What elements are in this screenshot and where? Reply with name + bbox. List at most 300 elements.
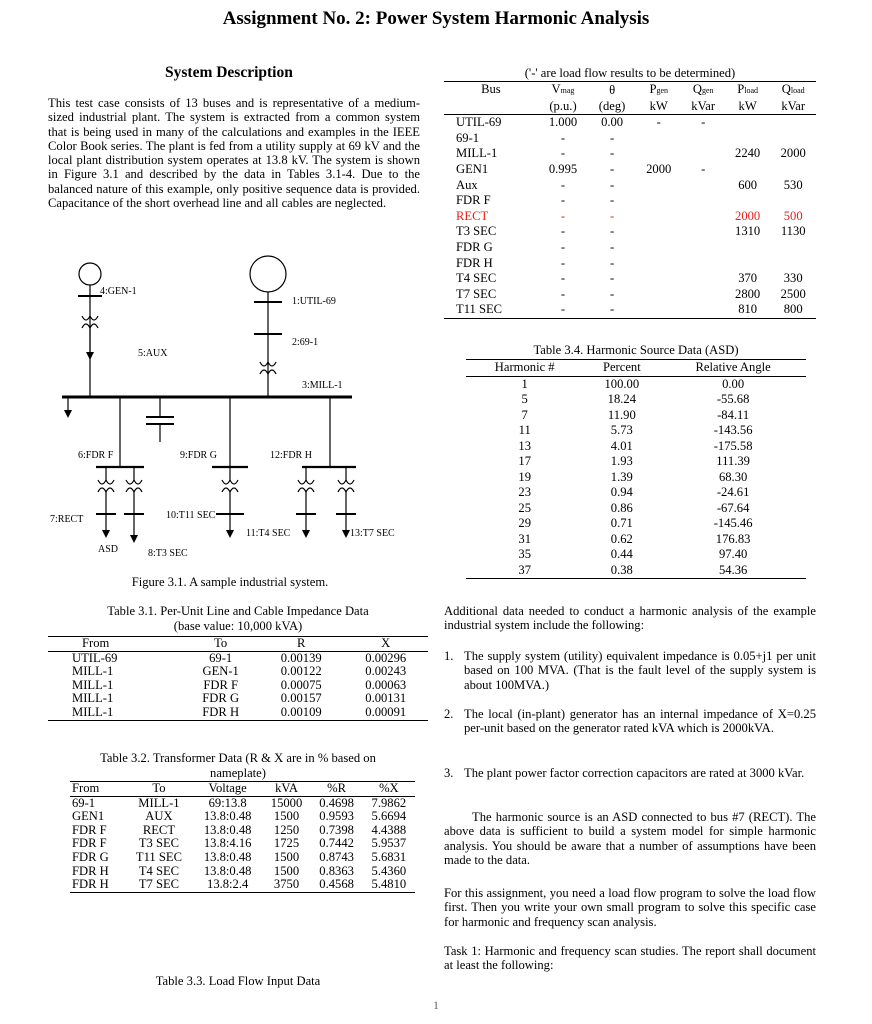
table-cell: FDR G (456, 239, 493, 254)
table-cell: FDR H (456, 255, 493, 270)
table-cell: 5.4360 (371, 863, 407, 878)
table-cell: - (656, 115, 661, 130)
table-cell: 97.40 (718, 547, 748, 561)
table32-header: %X (379, 781, 399, 795)
table-row (466, 470, 806, 486)
table-cell (682, 178, 725, 194)
table-row (466, 454, 806, 470)
table-cell: 5.4810 (371, 877, 407, 892)
table-cell: 69-1 (72, 795, 96, 810)
label-fdrf: 6:FDR F (78, 450, 114, 461)
table-cell: 1500 (273, 863, 300, 878)
table-cell: - (560, 177, 566, 192)
table-cell: 0.00109 (280, 704, 322, 719)
table-cell: 13.8:0.48 (203, 822, 252, 837)
table-cell: 69-1 (209, 650, 233, 665)
table-row (466, 439, 806, 455)
table-cell: 3750 (273, 877, 300, 892)
table-cell: 2000 (646, 161, 672, 176)
table-cell: RECT (142, 822, 176, 837)
table-cell: -84.11 (717, 407, 750, 422)
table-row (70, 810, 415, 824)
table-cell: 35 (518, 547, 531, 561)
one-line-diagram (40, 252, 440, 570)
table-cell: -67.64 (716, 500, 750, 515)
table-row (48, 651, 428, 665)
table-cell: FDR F (203, 677, 238, 692)
table31-header: To (214, 636, 228, 650)
table-cell: 25 (518, 500, 531, 515)
table-row (444, 115, 816, 131)
table-cell: 13.8:4.16 (203, 836, 252, 851)
table-cell: - (560, 130, 566, 145)
label-fdrh: 12:FDR H (270, 450, 312, 461)
table-cell: 500 (783, 208, 803, 223)
lf-header-qgen: Q (692, 82, 702, 96)
table-cell: T7 SEC (456, 286, 497, 301)
table-cell (682, 302, 725, 318)
table-cell: 2800 (735, 286, 761, 301)
table32-header: %R (327, 781, 347, 795)
table-cell: 18.24 (607, 392, 636, 406)
table-cell: 4.01 (610, 438, 633, 453)
table-cell: 0.7398 (319, 822, 354, 837)
table-row (70, 851, 415, 865)
table-cell: 330 (783, 271, 803, 286)
task-text: Task 1: Harmonic and frequency scan studies. The report shall document at least the following: (444, 944, 816, 973)
table-cell (770, 240, 816, 256)
lf-unit-vmag: (p.u.) (549, 98, 577, 113)
table-row (466, 392, 806, 408)
table-cell: FDR F (456, 193, 491, 208)
table-cell: 17 (518, 454, 531, 468)
table-cell: -175.58 (713, 438, 753, 453)
table-cell: 0.00131 (365, 691, 407, 706)
table-cell (636, 193, 682, 209)
table31-header: R (297, 636, 306, 650)
list-number: 1. (444, 649, 454, 663)
table-cell: - (609, 286, 615, 301)
table-cell: T3 SEC (138, 836, 180, 851)
table32-title: Table 3.2. Transformer Data (R & X are in % based on (100, 751, 376, 765)
table-cell: 13.8:2.4 (207, 877, 249, 892)
table-cell: 1250 (273, 822, 300, 837)
table-cell: 69-1 (456, 130, 480, 145)
table31-header: From (82, 636, 110, 650)
table-cell (770, 115, 816, 131)
table-cell: 13.8:0.48 (203, 849, 252, 864)
table-cell: - (609, 208, 615, 223)
table-cell: - (560, 193, 566, 208)
table34-title: Table 3.4. Harmonic Source Data (ASD) (533, 343, 739, 357)
table-cell: 1725 (273, 836, 300, 851)
additional-intro: Additional data needed to conduct a harmonic analysis of the example industrial system include the following: (444, 604, 816, 633)
table-cell: 1 (521, 376, 528, 391)
table-cell: 100.00 (604, 376, 640, 391)
table-cell (682, 146, 725, 162)
table-cell: 0.00296 (365, 650, 407, 665)
table34-header: Harmonic # (494, 360, 555, 374)
page-number: 1 (433, 998, 439, 1012)
table-cell: RECT (456, 208, 489, 223)
table-cell: MILL-1 (72, 677, 114, 692)
table-row (444, 271, 816, 287)
label-fdrg: 9:FDR G (180, 450, 217, 461)
table-cell: - (609, 302, 615, 317)
lf-unit-pload: kW (738, 98, 757, 113)
table-row (466, 563, 806, 579)
lf-unit-pgen: kW (649, 98, 668, 113)
list-item (444, 707, 816, 736)
table-row (444, 287, 816, 303)
lf-unit-qgen: kVar (691, 98, 716, 113)
loadflow-table (444, 81, 816, 319)
table-cell (636, 131, 682, 147)
lf-header-theta: θ (609, 82, 616, 97)
label-t7: 13:T7 SEC (350, 528, 395, 539)
label-t3: 8:T3 SEC (148, 548, 188, 559)
table-cell (682, 271, 725, 287)
table-cell: 2000 (780, 146, 806, 161)
table-cell: - (560, 224, 566, 239)
list-item (444, 766, 816, 780)
table-cell (770, 131, 816, 147)
table-cell: 23 (518, 485, 531, 499)
table-cell: 4.4388 (371, 822, 407, 837)
label-gen1: 4:GEN-1 (100, 286, 137, 297)
table-cell: 0.00243 (365, 664, 407, 679)
lf-header-pload-sub: load (744, 86, 759, 95)
table-cell: UTIL-69 (72, 650, 118, 665)
table-row (70, 796, 415, 810)
table-row (444, 224, 816, 240)
table-cell: 0.995 (548, 161, 578, 176)
table-cell (682, 193, 725, 209)
table-cell: - (701, 161, 706, 176)
table-cell (682, 256, 725, 272)
table-cell (636, 224, 682, 240)
table-row (70, 865, 415, 879)
table-cell: 530 (783, 177, 803, 192)
table-row (466, 532, 806, 548)
table-cell: 0.00063 (365, 677, 407, 692)
table-cell: 2240 (735, 146, 761, 161)
table-cell: - (560, 271, 566, 286)
table-cell: 7 (521, 407, 528, 422)
table-row (444, 146, 816, 162)
table-cell: 0.00075 (280, 677, 322, 692)
table-cell: -143.56 (713, 423, 753, 437)
table-row (444, 178, 816, 194)
table-cell: 13.8:0.48 (203, 809, 252, 824)
table32-header: Voltage (208, 781, 247, 795)
table-cell: 111.39 (716, 454, 750, 468)
table-cell: - (609, 130, 615, 145)
lf-header-vmag-sub: mag (560, 86, 575, 95)
list-number: 3. (444, 766, 454, 780)
table-row (48, 692, 428, 706)
table-cell: 1130 (780, 224, 806, 239)
table-cell: 0.44 (610, 547, 633, 561)
table-cell: FDR H (72, 877, 109, 892)
table-cell: MILL-1 (72, 691, 114, 706)
table31-subtitle: (base value: 10,000 kVA) (173, 619, 303, 633)
lf-header-qload-sub: load (790, 86, 805, 95)
system-description-text: This test case consists of 13 buses and is representative of a medium-sized industrial plant. The system is extracted from a common system that is being used in many of the calculations and examples in the IEEE Color Book series. The plant is fed from a utility supply at 69 kV and the local plant distribution system operates at 13.8 kV. The system is shown in Figure 3.1 and described by the data in Tables 3.1-4. Due to the balanced nature of this example, only positive sequence data is provided. Capacitance of the short overhead line and all cables are neglected. (48, 96, 420, 211)
table-cell: 31 (518, 531, 531, 546)
table-row (466, 376, 806, 392)
table-row (48, 679, 428, 693)
table-cell (682, 131, 725, 147)
table-cell: - (560, 239, 566, 254)
table-cell (682, 209, 725, 225)
table-row (70, 837, 415, 851)
table-row (466, 516, 806, 532)
label-bus2: 2:69-1 (292, 337, 319, 348)
page-title: Assignment No. 2: Power System Harmonic Analysis (222, 8, 650, 29)
table-cell: FDR G (72, 849, 109, 864)
table-cell: 0.7442 (319, 836, 354, 851)
table-cell: 11 (518, 423, 531, 437)
table-cell: 370 (738, 271, 758, 286)
table-cell: -55.68 (716, 392, 750, 406)
table-cell: 0.00 (722, 376, 745, 391)
table-cell: UTIL-69 (456, 115, 502, 130)
list-number: 2. (444, 707, 454, 721)
table-cell: FDR G (202, 691, 240, 706)
label-mill: 3:MILL-1 (302, 380, 343, 391)
lf-header-pload: P (737, 82, 745, 96)
table-cell: 1500 (273, 849, 300, 864)
table34-header: Percent (602, 360, 641, 374)
table-cell: 5.6831 (371, 849, 407, 864)
table-cell: 0.00 (601, 115, 624, 130)
label-t4: 11:T4 SEC (246, 528, 291, 539)
table-cell: - (609, 177, 615, 192)
table-cell (636, 302, 682, 318)
label-util: 1:UTIL-69 (292, 296, 336, 307)
figure-caption: Figure 3.1. A sample industrial system. (131, 575, 329, 589)
table-cell (725, 256, 771, 272)
table-row (444, 209, 816, 225)
table-cell: 0.00139 (280, 650, 322, 665)
table-row (48, 706, 428, 720)
list-text: The supply system (utility) equivalent impedance is 0.05+j1 per unit based on 100 MVA. (That is the fault level of the supply system is about 100MVA.) (464, 649, 816, 692)
table-row (444, 256, 816, 272)
table-cell: 69:13.8 (208, 795, 247, 810)
table-row (466, 485, 806, 501)
table-cell: 0.8363 (319, 863, 354, 878)
table-cell: T4 SEC (456, 271, 497, 286)
table-cell: - (560, 302, 566, 317)
table-cell: T7 SEC (138, 877, 180, 892)
table-cell: 0.9593 (319, 809, 354, 824)
table31 (48, 636, 428, 721)
table-cell: 176.83 (715, 531, 751, 546)
lf-header-qgen-sub: gen (701, 86, 714, 95)
table-cell: 1.000 (548, 115, 578, 130)
label-asd: ASD (98, 544, 119, 555)
table-cell: - (609, 193, 615, 208)
table-row (70, 878, 415, 892)
table33-title: Table 3.3. Load Flow Input Data (155, 974, 321, 988)
table-cell: 2000 (735, 208, 761, 223)
loadflow-note: ('-' are load flow results to be determined) (524, 66, 736, 80)
table-cell: 2500 (780, 286, 806, 301)
table-cell: 800 (783, 302, 803, 317)
table32 (70, 781, 415, 893)
table-cell: AUX (145, 809, 173, 824)
table-cell (636, 256, 682, 272)
table-cell: - (560, 208, 566, 223)
label-t11: 10:T11 SEC (166, 510, 216, 521)
table-cell: 810 (738, 302, 758, 317)
table-cell: 0.71 (610, 516, 633, 530)
table-cell: 0.94 (610, 485, 633, 499)
table-cell: 5.73 (610, 423, 633, 437)
table-cell: 1.93 (610, 454, 633, 468)
table-row (70, 824, 415, 838)
table-cell: MILL-1 (456, 146, 498, 161)
table-cell: 15000 (270, 795, 303, 810)
table32-header: From (72, 781, 100, 795)
additional-para2: For this assignment, you need a load flow program to solve the load flow first. Then you write your own small program to solve this specific case for harmonic and frequency scan analysis. (444, 886, 816, 929)
table-cell: - (560, 255, 566, 270)
table-row (444, 162, 816, 178)
table31-title: Table 3.1. Per-Unit Line and Cable Impedance Data (107, 604, 369, 618)
table-cell (725, 193, 771, 209)
table-cell (770, 193, 816, 209)
table-cell: 0.00091 (365, 704, 407, 719)
table-cell: 13 (518, 438, 531, 453)
table-cell: 54.36 (718, 562, 748, 577)
table-cell (636, 287, 682, 303)
table-cell: - (609, 161, 615, 176)
table-cell: MILL-1 (138, 795, 180, 810)
table-cell: 0.00122 (280, 664, 322, 679)
table32-header: To (152, 781, 166, 795)
table-cell: T11 SEC (135, 849, 182, 864)
table-cell: FDR F (72, 836, 107, 851)
list-text: The local (in-plant) generator has an internal impedance of X=0.25 per-unit based on the generator rated kVA which is 2000kVA. (464, 707, 816, 736)
table-row (48, 665, 428, 679)
table-cell (636, 178, 682, 194)
table-cell: MILL-1 (72, 704, 114, 719)
table-row (444, 302, 816, 318)
table-cell (725, 162, 771, 178)
table-cell: -24.61 (716, 485, 750, 499)
label-aux: 5:AUX (138, 348, 168, 359)
lf-header-pgen-sub: gen (656, 86, 669, 95)
table-cell: - (609, 239, 615, 254)
table-cell: 11.90 (607, 407, 636, 422)
table-row (444, 193, 816, 209)
table34 (466, 359, 806, 579)
table32-subtitle: nameplate) (210, 766, 266, 780)
table-cell: GEN-1 (202, 664, 239, 679)
table31-header: X (381, 636, 391, 650)
table-cell: 13.8:0.48 (203, 863, 252, 878)
table-cell: T3 SEC (456, 224, 497, 239)
table-cell (682, 287, 725, 303)
table-row (466, 408, 806, 424)
table-cell: FDR F (72, 822, 107, 837)
list-text: The plant power factor correction capacitors are rated at 3000 kVar. (464, 766, 805, 780)
table-cell: 0.86 (610, 500, 633, 515)
table-cell: T11 SEC (456, 302, 503, 317)
table-cell: 1310 (735, 224, 761, 239)
list-item (444, 649, 816, 692)
table-cell: - (609, 271, 615, 286)
table-cell: - (609, 224, 615, 239)
table-cell (725, 115, 771, 131)
table-cell (636, 209, 682, 225)
table-cell: GEN1 (456, 161, 489, 176)
table-cell: 0.38 (610, 562, 633, 577)
table-cell: 0.62 (610, 531, 633, 546)
table-cell: 1500 (273, 809, 300, 824)
table-cell: MILL-1 (72, 664, 114, 679)
table-cell: 29 (518, 516, 531, 530)
system-description-heading: System Description (165, 64, 293, 81)
table-cell: - (560, 286, 566, 301)
table-cell: - (609, 146, 615, 161)
table-cell: 5 (521, 392, 528, 406)
table-cell: FDR H (72, 863, 109, 878)
table-cell: 600 (738, 177, 758, 192)
table-cell (725, 131, 771, 147)
label-rect: 7:RECT (50, 514, 84, 525)
table-cell: 5.6694 (371, 809, 407, 824)
table-cell: 19 (518, 469, 531, 484)
table-cell: FDR H (202, 704, 240, 719)
table-cell (636, 240, 682, 256)
lf-unit-qload: kVar (781, 98, 806, 113)
table-row (444, 240, 816, 256)
table-cell: 0.00157 (280, 691, 322, 706)
table-cell (725, 240, 771, 256)
table-cell (770, 256, 816, 272)
table-row (466, 423, 806, 439)
table-cell: 7.9862 (371, 795, 407, 810)
table-cell: -145.46 (713, 516, 753, 530)
table-cell: Aux (456, 177, 478, 192)
table32-header: kVA (275, 781, 298, 795)
table-cell (636, 146, 682, 162)
table-cell: 68.30 (718, 469, 748, 484)
table-row (466, 547, 806, 563)
lf-header-pgen: P (649, 82, 657, 96)
table-cell: 0.4568 (319, 877, 354, 892)
lf-header-qload: Q (781, 82, 791, 96)
table34-header: Relative Angle (695, 360, 771, 374)
table-cell (770, 162, 816, 178)
additional-para1: The harmonic source is an ASD connected to bus #7 (RECT). The above data is sufficient to build a system model for simple harmonic analysis. You should be aware that a number of assumptions have been made to the data. (444, 810, 816, 867)
table-cell: 5.9537 (371, 836, 407, 851)
table-cell (682, 224, 725, 240)
table-cell (682, 240, 725, 256)
table-cell: - (701, 115, 706, 130)
table-cell: - (560, 146, 566, 161)
table-row (466, 501, 806, 517)
table-cell: T4 SEC (138, 863, 180, 878)
table-cell: 0.8743 (319, 849, 354, 864)
table-cell: 1.39 (610, 469, 633, 484)
table-cell: - (609, 255, 615, 270)
table-cell: GEN1 (72, 809, 105, 824)
table-row (444, 131, 816, 147)
table-cell: 37 (518, 562, 531, 577)
